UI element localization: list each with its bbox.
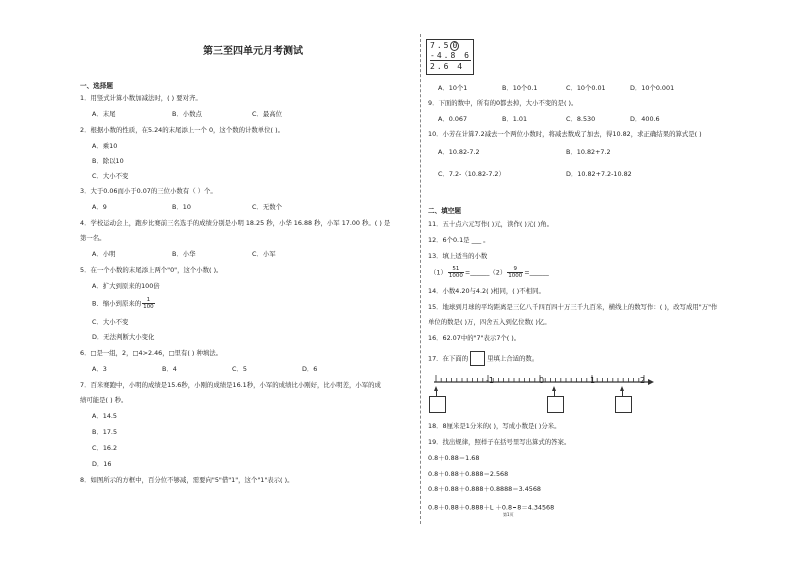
q10-option-d: D．10.82+7.2-10.82 — [566, 170, 632, 178]
question-1: 1．用竖式计算小数加减法时，( ) 要对齐。 — [80, 94, 202, 102]
fraction-one-hundredth: $\frac{1}{100}$ — [143, 297, 154, 310]
question-15-line1: 15．地球到月球的平均距离是三亿八千四百四十万三千九百米，横线上的数写作：( )，改写成用"万"作 — [428, 303, 718, 311]
answer-box-1[interactable] — [429, 396, 446, 413]
question-14: 14．小数4.20与4.2( )相同，( )不相同。 — [428, 287, 545, 295]
subtraction-row2: -4.8 6 — [430, 51, 471, 60]
q6-option-a: A．3 — [92, 365, 107, 373]
q4-option-b: B．小华 — [172, 250, 196, 258]
number-line-label-1: 1 — [590, 376, 596, 385]
q8-option-d: D．10个0.001 — [630, 84, 675, 92]
question-9: 9．下面的数中，所有的0都去掉，大小不变的是( )。 — [428, 99, 578, 107]
borrow-circle: 0 — [450, 41, 459, 51]
question-11: 11．五十点六元写作( )元，读作( )元( )角。 — [428, 220, 554, 228]
question-7-line1: 7．百米赛跑中，小明的成绩是15.6秒，小刚的成绩是16.1秒，小军的成绩比小刚好，比小明差，小军的成 — [80, 381, 381, 389]
q1-option-c: C．最高位 — [252, 110, 283, 118]
number-line-label-2: 2 — [640, 376, 646, 385]
question-4-line1: 4．学校运动会上，跑步比赛前三名选手的成绩分别是小明 18.25 秒，小华 16.88 秒，小军 17.00 秒。( ) 是 — [80, 219, 391, 227]
q5-option-d: D．无法判断大小变化 — [92, 333, 155, 341]
q9-option-b: B．1.01 — [502, 115, 528, 123]
fraction-51-1000: $\frac{51}{1000}$ — [448, 266, 463, 279]
question-13-fractions: （1） $\frac{51}{1000}$ =______（2） $\frac{9}{1000}$ =______ — [430, 266, 549, 279]
q10-option-a: A．10.82-7.2 — [438, 148, 480, 156]
section-choice-heading: 一、选择题 — [80, 82, 113, 90]
answer-box-2[interactable] — [547, 396, 564, 413]
question-7-line2: 绩可能是( ) 秒。 — [80, 396, 128, 404]
q4-option-a: A．小明 — [92, 250, 116, 258]
pattern-line-2: 0.8＋0.88＋0.888＝2.568 — [428, 470, 509, 478]
question-15-line2: 单位的数是( )万，四舍五入到亿位数( )亿。 — [428, 318, 551, 326]
page-number: 第1页 — [503, 512, 514, 517]
q1-option-a: A．末尾 — [92, 110, 116, 118]
q5-option-c: C．大小不变 — [92, 318, 129, 326]
question-6: 6．□是一组，2，□4>2.46，□里有( ) 种填法。 — [80, 349, 223, 357]
section-fill-heading: 二、填空题 — [428, 207, 461, 215]
page-title: 第三至四单元月考测试 — [203, 46, 303, 57]
q9-option-a: A．0.067 — [438, 115, 468, 123]
question-5: 5．在一个小数的末尾添上两个"0"，这个小数( )。 — [80, 266, 223, 274]
q6-option-d: D．6 — [302, 365, 318, 373]
answer-box-sample — [470, 351, 485, 366]
question-17: 17．在下面的 里填上合适的数。 — [428, 351, 538, 366]
q5-option-b — [92, 297, 156, 310]
q8-option-b: B．10个0.1 — [502, 84, 538, 92]
q10-option-b: B．10.82+7.2 — [566, 148, 611, 156]
q9-option-d: D．400.6 — [630, 115, 660, 123]
question-10: 10．小芳在计算7.2减去一个两位小数时，将减去数成了加去，得10.82，求正确结果的算式是( ) — [428, 130, 702, 138]
question-12: 12．6个0.1是 ___ 。 — [428, 236, 490, 244]
q2-option-c: C．大小不变 — [92, 172, 129, 180]
q6-option-c: C．5 — [232, 365, 247, 373]
question-18: 18．8厘米是1分米的( )，写成小数是( )分米。 — [428, 422, 561, 430]
q5-option-b-text: B．缩小到原来的 — [92, 299, 142, 308]
q9-option-c: C．8.530 — [566, 115, 596, 123]
q6-option-b: B．4 — [162, 365, 177, 373]
subtraction-result: 2.6 4 — [430, 62, 465, 71]
pattern-line-4: 0.8＋0.88＋0.888＋L ＋0.8 8＝4.34568 — [428, 501, 554, 514]
question-4-line2: 第一名。 — [80, 234, 106, 242]
subtraction-row1: 7.5 0 — [430, 41, 459, 51]
q10-option-c: C．7.2-（10.82-7.2） — [438, 170, 505, 178]
subtraction-figure — [426, 39, 474, 75]
q3-option-a: A．9 — [92, 203, 107, 211]
q7-option-c: C．16.2 — [92, 444, 118, 452]
fraction-9-1000: $\frac{9}{1000}$ — [508, 266, 523, 279]
number-line-label-neg1: -1 — [486, 376, 494, 385]
q2-option-b: B．除以10 — [92, 157, 124, 165]
number-line-label-0: 0 — [539, 376, 545, 385]
q8-option-a: A．10个1 — [438, 84, 468, 92]
q1-option-b: B．小数点 — [172, 110, 202, 118]
q4-option-c: C．小军 — [252, 250, 276, 258]
question-8: 8．如图所示的方框中，百分位不够减，需要向"5"借"1"，这个"1"表示( )。 — [80, 476, 294, 484]
column-divider — [420, 34, 421, 524]
q8-option-c: C．10个0.01 — [566, 84, 606, 92]
question-2: 2．根据小数的性质，在5.24的末尾添上一个 0，这个数的计数单位( )。 — [80, 126, 284, 134]
q7-option-d: D．16 — [92, 460, 112, 468]
pattern-line-3: 0.8＋0.88＋0.888＋0.8888＝3.4568 — [428, 485, 541, 493]
answer-box-3[interactable] — [615, 396, 632, 413]
question-19: 19．找出规律，照样子在括号里写出算式的答案。 — [428, 438, 571, 446]
q7-option-a: A．14.5 — [92, 412, 117, 420]
q3-option-b: B．10 — [172, 203, 191, 211]
q3-option-c: C．无数个 — [252, 203, 283, 211]
q2-option-a: A．乘10 — [92, 142, 118, 150]
question-13: 13．填上适当的小数 — [428, 252, 488, 260]
pattern-line-1: 0.8＋0.88＝1.68 — [428, 454, 480, 462]
question-16: 16．62.07中的"7"表示7个( )。 — [428, 334, 521, 342]
q5-option-a: A．扩大到原来的100倍 — [92, 282, 160, 290]
q7-option-b: B．17.5 — [92, 428, 118, 436]
question-3: 3．大于0.06而小于0.07的三位小数有（ ）个。 — [80, 187, 217, 195]
